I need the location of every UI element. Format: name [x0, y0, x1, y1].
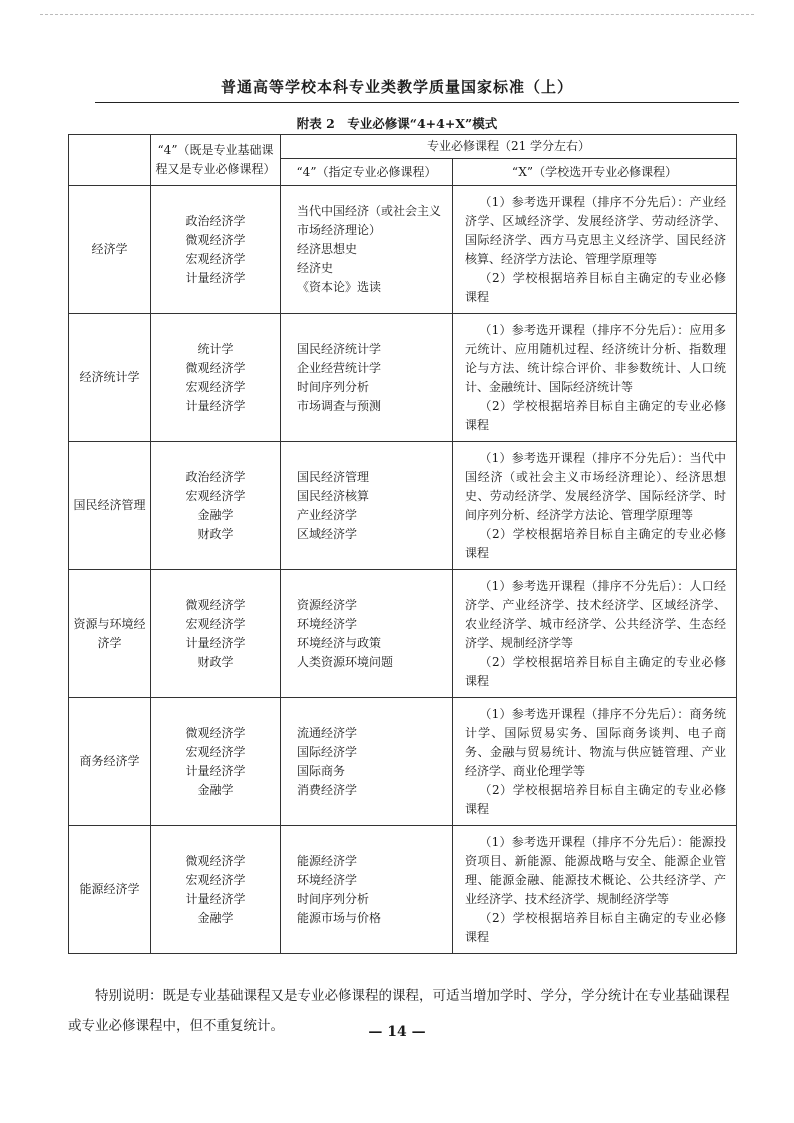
course-item: 宏观经济学: [185, 488, 246, 503]
course-item: 国民经济统计学: [297, 341, 382, 356]
course-item: 国际商务: [297, 763, 346, 778]
x-school-courses: （2）学校根据培养目标自主确定的专业必修课程: [465, 526, 726, 560]
table-caption: 附表 2 专业必修课“4+4+X”模式: [296, 116, 498, 131]
course-item: 金融学: [197, 910, 234, 925]
course-item: 资源经济学: [297, 597, 358, 612]
course-item: 微观经济学: [185, 853, 246, 868]
x-reference-courses: （1）参考选开课程（排序不分先后）：人口经济学、产业经济学、技术经济学、区域经济学、农业经济学、城市经济学、公共经济学、生态经济学、规制经济学等: [465, 578, 726, 650]
course-item: 财政学: [197, 526, 234, 541]
major-cell: 经济统计学: [69, 314, 151, 442]
x-school-courses: （2）学校根据培养目标自主确定的专业必修课程: [465, 782, 726, 816]
x-reference-courses: （1）参考选开课程（排序不分先后）：商务统计学、国际贸易实务、国际商务谈判、电子商务、金融与贸易统计、物流与供应链管理、产业经济学、商业伦理学等: [465, 706, 726, 778]
x-reference-courses: （1）参考选开课程（排序不分先后）：应用多元统计、应用随机过程、经济统计分析、指数理论与方法、统计综合评价、非参数统计、人口统计、金融统计、国际经济统计等: [465, 322, 726, 394]
course-item: 微观经济学: [185, 597, 246, 612]
course-item: 能源市场与价格: [297, 910, 382, 925]
table-row: [69, 314, 737, 442]
table-row: [69, 442, 737, 570]
course-item: 环境经济与政策: [297, 635, 382, 650]
required-courses-cell: [281, 442, 453, 570]
course-item: 计量经济学: [185, 891, 246, 906]
page-number: — 14 —: [368, 1024, 426, 1040]
course-item: 国民经济核算: [297, 488, 370, 503]
x-courses-cell: [453, 186, 737, 314]
basic-courses-cell: [151, 314, 281, 442]
running-header: 普通高等学校本科专业类教学质量国家标准（上）: [220, 78, 573, 96]
course-item: 区域经济学: [297, 526, 358, 541]
course-item: 时间序列分析: [297, 891, 370, 906]
course-item: 经济史: [297, 261, 334, 275]
col-header-required-group: 专业必修课程（21 学分左右）: [281, 135, 737, 159]
x-courses-cell: [453, 314, 737, 442]
basic-courses-cell: [151, 826, 281, 954]
course-item: 计量经济学: [185, 635, 246, 650]
course-item: 微观经济学: [185, 725, 246, 740]
course-item: 流通经济学: [297, 725, 358, 740]
scan-edge-line: [40, 14, 754, 15]
course-item: 国民经济管理: [297, 469, 370, 484]
table-row: [69, 570, 737, 698]
x-school-courses: （2）学校根据培养目标自主确定的专业必修课程: [465, 910, 726, 944]
major-cell: 商务经济学: [69, 698, 151, 826]
x-courses-cell: [453, 698, 737, 826]
course-item: 环境经济学: [297, 616, 358, 631]
x-reference-courses: （1）参考选开课程（排序不分先后）：产业经济学、区域经济学、发展经济学、劳动经济学、国际经济学、西方马克思主义经济学、国民经济核算、经济学方法论、管理学原理等: [465, 194, 726, 266]
course-item: 计量经济学: [185, 398, 246, 413]
header-rule: [95, 102, 739, 103]
required-courses-cell: [281, 698, 453, 826]
major-cell: 国民经济管理: [69, 442, 151, 570]
corner-cell: [69, 135, 151, 186]
course-item: 宏观经济学: [185, 379, 246, 394]
col-header-x: “X”（学校选开专业必修课程）: [453, 159, 737, 186]
course-item: 国际经济学: [297, 744, 358, 759]
course-item: 消费经济学: [297, 782, 358, 797]
course-item: 金融学: [197, 782, 234, 797]
basic-courses-cell: [151, 442, 281, 570]
table-header-row: [69, 135, 737, 159]
course-item: 计量经济学: [185, 763, 246, 778]
course-item: 计量经济学: [185, 270, 246, 285]
x-reference-courses: （1）参考选开课程（排序不分先后）：当代中国经济（或社会主义市场经济理论）、经济思想史、劳动经济学、发展经济学、国际经济学、时间序列分析、经济学方法论、管理学原理等: [465, 450, 726, 522]
x-courses-cell: [453, 570, 737, 698]
course-item: 经济思想史: [297, 242, 358, 256]
col-header-four-basic: “4”（既是专业基础课程又是专业必修课程）: [151, 135, 281, 186]
course-item: 宏观经济学: [185, 744, 246, 759]
basic-courses-cell: [151, 570, 281, 698]
curriculum-table: [68, 134, 737, 954]
course-item: 市场调查与预测: [297, 398, 382, 413]
required-courses-cell: [281, 314, 453, 442]
major-cell: 经济学: [69, 186, 151, 314]
course-item: 微观经济学: [185, 360, 246, 375]
col-header-four-required: “4”（指定专业必修课程）: [281, 159, 453, 186]
course-item: 政治经济学: [185, 469, 246, 484]
x-reference-courses: （1）参考选开课程（排序不分先后）：能源投资项目、新能源、能源战略与安全、能源企业管理、能源金融、能源技术概论、公共经济学、产业经济学、技术经济学、规制经济学等: [465, 834, 726, 906]
course-item: 微观经济学: [185, 232, 246, 247]
course-item: 政治经济学: [185, 213, 246, 228]
required-courses-cell: [281, 186, 453, 314]
course-item: 能源经济学: [297, 853, 358, 868]
major-cell: 能源经济学: [69, 826, 151, 954]
basic-courses-cell: [151, 698, 281, 826]
x-school-courses: （2）学校根据培养目标自主确定的专业必修课程: [465, 270, 726, 304]
table-row: [69, 186, 737, 314]
x-school-courses: （2）学校根据培养目标自主确定的专业必修课程: [465, 398, 726, 432]
x-courses-cell: [453, 826, 737, 954]
required-courses-cell: [281, 826, 453, 954]
course-item: 宏观经济学: [185, 616, 246, 631]
course-item: 当代中国经济（或社会主义市场经济理论）: [297, 204, 442, 237]
course-item: 统计学: [197, 341, 234, 356]
course-item: 宏观经济学: [185, 251, 246, 266]
required-courses-cell: [281, 570, 453, 698]
course-item: 《资本论》选读: [297, 280, 382, 294]
course-item: 企业经营统计学: [297, 360, 382, 375]
course-item: 环境经济学: [297, 872, 358, 887]
basic-courses-cell: [151, 186, 281, 314]
course-item: 人类资源环境问题: [297, 654, 394, 669]
course-item: 时间序列分析: [297, 379, 370, 394]
course-item: 财政学: [197, 654, 234, 669]
table-row: [69, 698, 737, 826]
major-cell: 资源与环境经济学: [69, 570, 151, 698]
course-item: 金融学: [197, 507, 234, 522]
x-courses-cell: [453, 442, 737, 570]
table-row: [69, 826, 737, 954]
special-note: 特别说明：既是专业基础课程又是专业必修课程的课程，可适当增加学时、学分，学分统计在专业基础课程或专业必修课程中，但不重复统计。: [68, 987, 730, 1034]
course-item: 宏观经济学: [185, 872, 246, 887]
x-school-courses: （2）学校根据培养目标自主确定的专业必修课程: [465, 654, 726, 688]
course-item: 产业经济学: [297, 507, 358, 522]
